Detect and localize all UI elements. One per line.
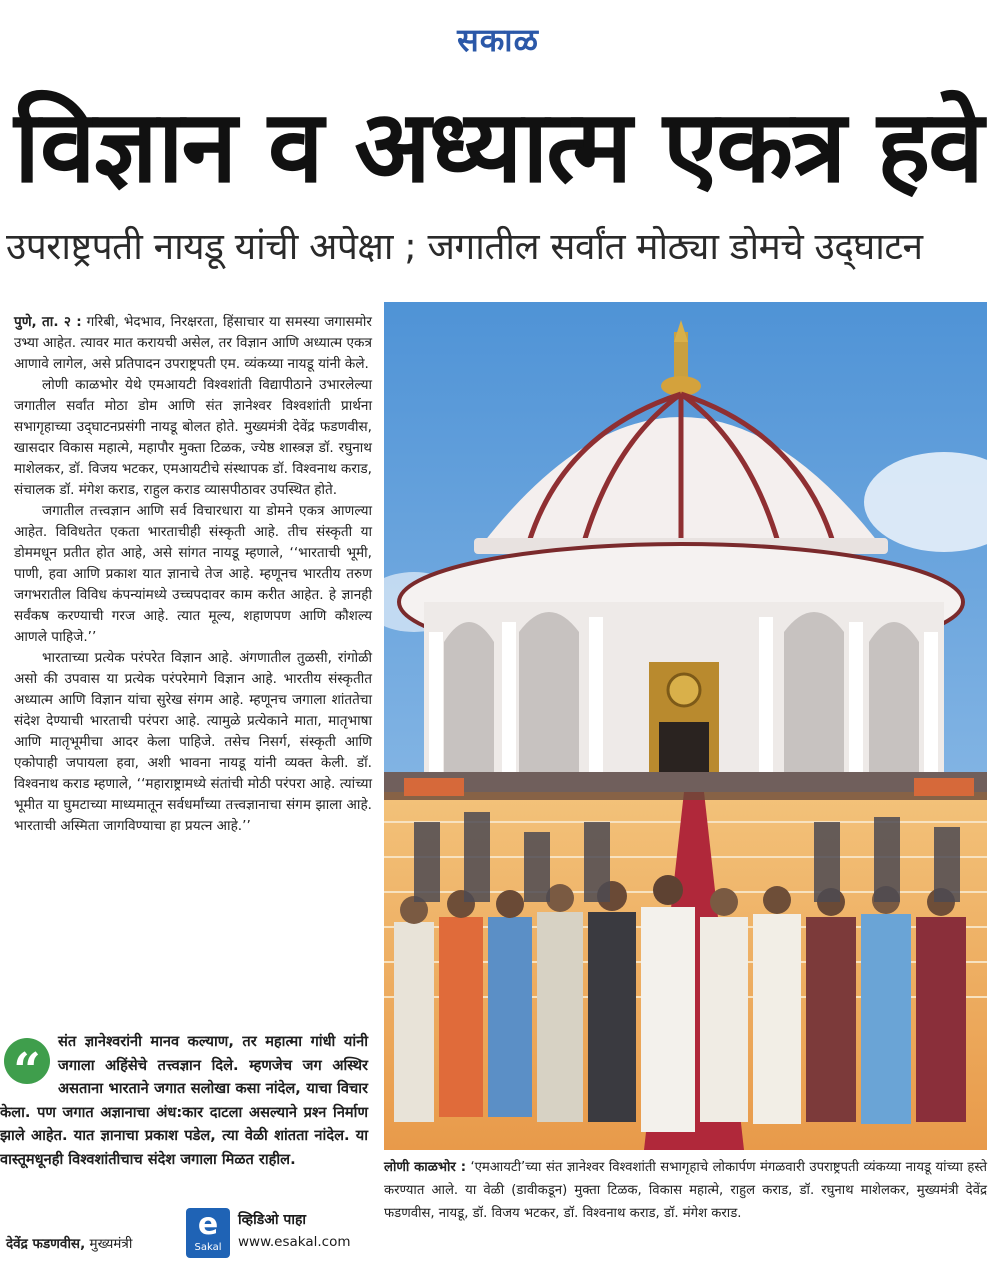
esakal-url-link[interactable]: www.esakal.com [238,1234,351,1250]
quote-text: संत ज्ञानेश्‍वरांनी मानव कल्याण, तर महात्मा गांधी यांनी जगाला अहिंसेचे तत्त्वज्ञान दिले. म्हणजेच जग अस्थिर असताना भारताने जगात सलोखा कसा नांदेल, याचा विचार केला. पण जगात अज्ञानाचा अंध:कार दाटला असल्याने प्रश्‍न निर्माण झाले आहेत. यात ज्ञानाचा प्रकाश पडेल, त्या वेळी शांतता नांदेल. या वास्तूमधूनही विश्‍वशांतीचाच संदेश जगाला मिळत राहील. [0,1033,368,1168]
headline: विज्ञान व अध्यात्म एकत्र हवे [14,88,982,205]
article-paragraph-1 [14,312,372,375]
esakal-logo-letter: e [197,1207,219,1242]
subheadline: उपराष्ट्रपती नायडू यांची अपेक्षा ; जगातील सर्वांत मोठ्या डोमचे उद्‌घाटन [6,225,923,268]
caption-place: लोणी काळभोर : [384,1160,466,1175]
article-body [14,312,372,837]
photo-illustration [384,302,987,1150]
article-paragraph-3: जगातील तत्त्वज्ञान आणि सर्व विचारधारा या डोमने एकत्र आणल्या आहेत. विविधतेत एकता भारताचीही संस्कृती आहे. तीच संस्कृती या डोममधून प्रतीत होत आहे, असे सांगत नायडू म्हणाले, ‘‘भारताची भूमी, पाणी, हवा आणि प्रकाश यात ज्ञानाचे तेज आहे. म्हणूनच भारतीय तरुण जगभरातील विविध कंपन्यांमध्ये उच्चपदावर काम करीत आहेत. हे ज्ञानही सर्वंकष करण्याची गरज आहे. त्यात मूल्य, शहाणपण आणि कौशल्य आणले पाहिजे.’’ [14,503,372,645]
photo-caption [384,1156,987,1225]
article-paragraph-4: भारताच्या प्रत्येक परंपरेत विज्ञान आहे. अंगणातील तुळसी, रांगोळी असो की उपवास या प्रत्येक परंपरेमागे विज्ञान आहे. भारतीय संस्कृतीत अध्यात्म आणि विज्ञान यांचा सुरेख संगम आहे. म्हणूनच जगाला शांततेचा संदेश देण्याची भारताची परंपरा आहे. त्यामुळे प्रत्येकाने माता, मातृभाषा आणि मातृभूमीचा आदर केला पाहिजे. तसेच निसर्ग, संस्कृती आणि एकोपाही जपायला हवा, अशी भावना नायडू यांनी व्यक्त केली. डॉ. विश्‍वनाथ कराड म्हणाले, ‘‘महाराष्ट्रामध्ये संतांची मोठी परंपरा आहे. त्यांच्या भूमीत या घुमटाच्या माध्यमातून सर्वधर्मांच्या तत्त्वज्ञानाचा संगम झाला आहे. भारताची अस्मिता जागविण्याचा हा प्रयत्न आहे.’’ [14,650,372,834]
quote-author-name: देवेंद्र फडणवीस, [6,1236,86,1252]
watch-video-label[interactable]: व्हिडिओ पाहा [238,1212,307,1228]
caption-text: ‘एमआयटी’च्या संत ज्ञानेश्‍वर विश्‍वशांती सभागृहाचे लोकार्पण मंगळवारी उपराष्ट्रपती व्यंकय्या नायडू यांच्या हस्ते करण्यात आले. या वेळी (डावीकडून) मुक्ता टिळक, विकास महात्मे, राहुल कराड, डॉ. रघुनाथ माशेलकर, मुख्यमंत्री देवेंद्र फडणवीस, नायडू, डॉ. विजय भटकर, डॉ. विश्‍वनाथ कराड, डॉ. मंगेश कराड. [384,1160,987,1221]
quote-author [6,1234,132,1252]
dome-inauguration-photo [384,302,987,1150]
esakal-logo-brand: Sakal [194,1242,222,1253]
quote-mark-icon: “ [4,1038,50,1084]
esakal-logo[interactable] [186,1208,230,1258]
dateline: पुणे, ता. २ : [14,314,82,330]
esakal-video-promo[interactable] [186,1208,366,1260]
article-paragraph-2: लोणी काळभोर येथे एमआयटी विश्‍वशांती विद्यापीठाने उभारलेल्या जगातील सर्वांत मोठा डोम आणि संत ज्ञानेश्‍वर विश्‍वशांती प्रार्थना सभागृहाच्या उद्‌घाटनप्रसंगी नायडू बोलत होते. मुख्यमंत्री देवेंद्र फडणवीस, खासदार विकास महात्मे, महापौर मुक्ता टिळक, ज्येष्ठ शास्त्रज्ञ डॉ. रघुनाथ माशेलकर, डॉ. विजय भटकर, एमआयटीचे संस्थापक डॉ. विश्‍वनाथ कराड, संचालक डॉ. मंगेश कराड, राहुल कराड व्यासपीठावर उपस्थित होते. [14,377,372,498]
quote-author-role: मुख्यमंत्री [89,1236,133,1252]
article-paragraph-1-text: गरिबी, भेदभाव, निरक्षरता, हिंसाचार या समस्या जगासमोर उभ्या आहेत. त्यावर मात करायची असेल, तर विज्ञान आणि अध्यात्म एकत्र आणावे लागेल, असे प्रतिपादन उपराष्ट्रपती एम. व्यंकय्या नायडू यांनी केले. [14,314,372,372]
quote-text-block [0,1030,368,1171]
newspaper-masthead: सकाळ [457,21,539,59]
